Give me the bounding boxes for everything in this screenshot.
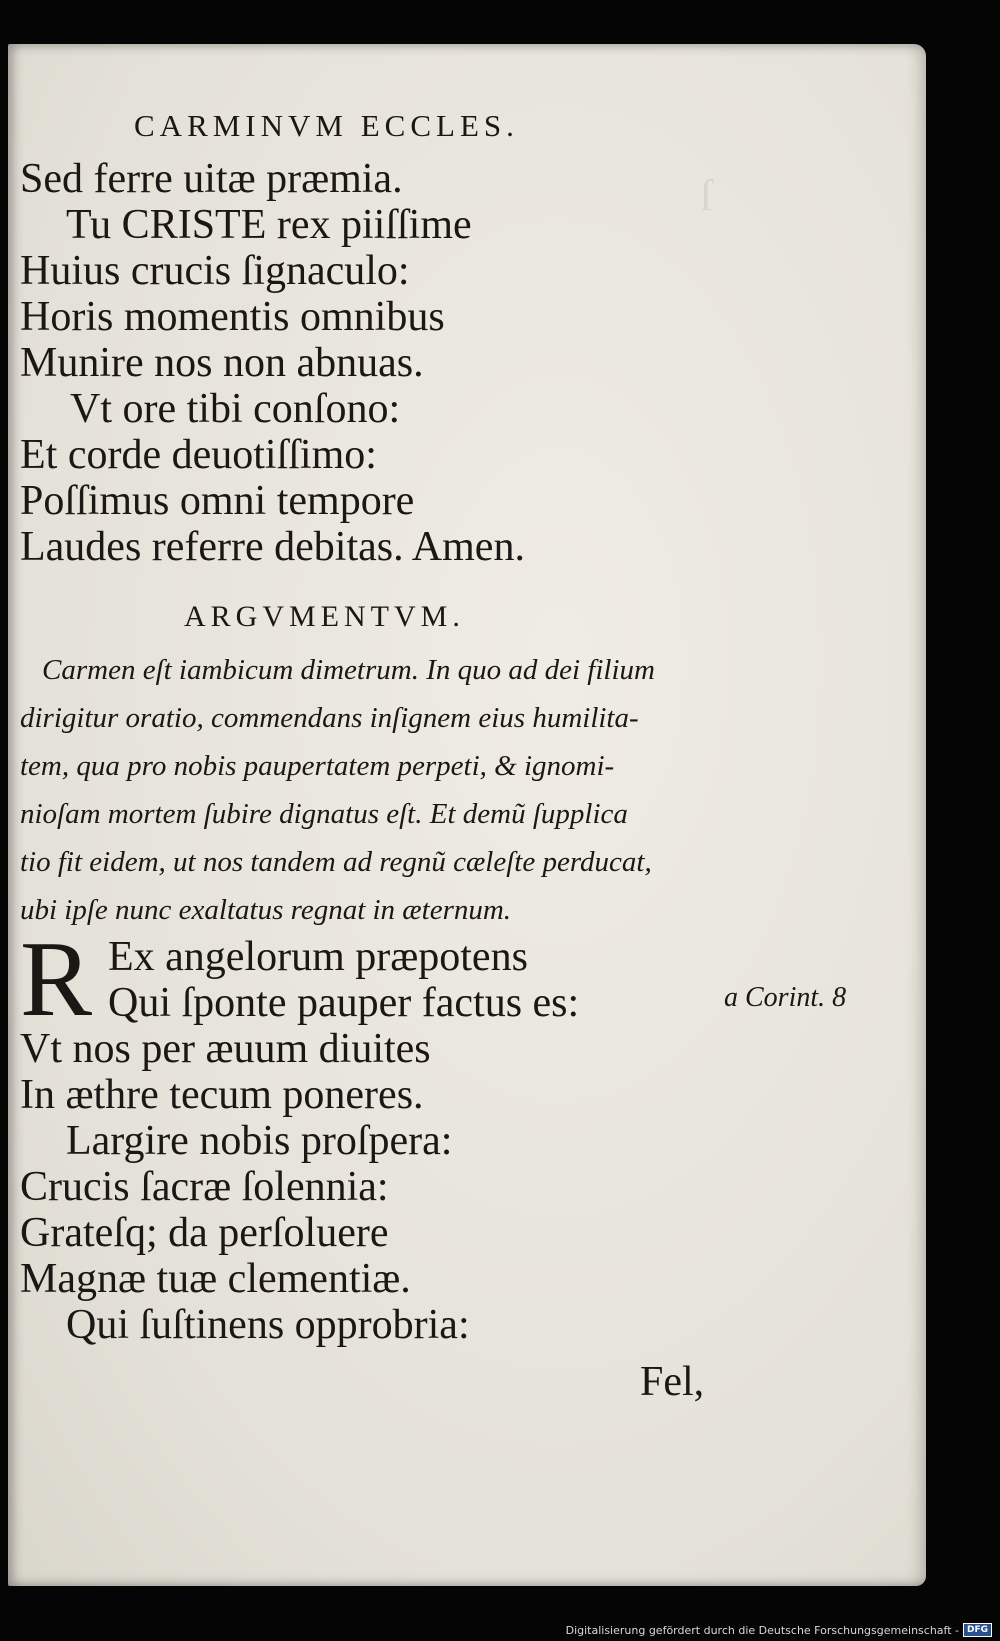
verse-line: Qui ſponte pauper factus es: — [108, 980, 580, 1026]
verse-line: Huius crucis ſignaculo: — [20, 248, 410, 294]
verse-line: Grateſq; da perſoluere — [20, 1210, 389, 1256]
argument-line: dirigitur oratio, commendans inſignem eius humilita- — [20, 702, 639, 734]
verse-line: Horis momentis omnibus — [20, 294, 445, 340]
running-head: CARMINVM ECCLES. — [134, 108, 519, 143]
verse-line: Crucis ſacræ ſolennia: — [20, 1164, 389, 1210]
margin-note: a Corint. 8 — [724, 982, 847, 1013]
credit-text: Digitalisierung gefördert durch die Deutsche Forschungsgemeinschaft - — [565, 1623, 959, 1637]
verse-line: Largire nobis proſpera: — [66, 1118, 453, 1164]
verse-line: Munire nos non abnuas. — [20, 340, 424, 386]
verse-line: Et corde deuotiſſimo: — [20, 432, 377, 478]
verse-line: Tu CRISTE rex piiſſime — [66, 202, 472, 248]
argument-paragraph — [20, 646, 720, 934]
argument-line: ubi ipſe nunc exaltatus regnat in æternum. — [20, 894, 512, 926]
argument-line: tio fit eidem, ut nos tandem ad regnũ cæleſte perducat, — [20, 846, 652, 878]
argument-line: nioſam mortem ſubire dignatus eſt. Et demũ ſupplica — [20, 798, 628, 830]
verse-line: Laudes referre debitas. Amen. — [20, 524, 525, 570]
verse-line: Magnæ tuæ clementiæ. — [20, 1256, 411, 1302]
argument-line: tem, qua pro nobis paupertatem perpeti, & ignomi- — [20, 750, 615, 782]
verse-line: In æthre tecum poneres. — [20, 1072, 424, 1118]
digitization-credit — [566, 1623, 992, 1637]
show-through-text: ſ — [700, 171, 713, 220]
dfg-logo: DFG — [963, 1623, 992, 1637]
verse-line: Ex angelorum præpotens — [108, 934, 528, 980]
drop-cap: R — [20, 920, 93, 1039]
catchword: Fel, — [640, 1359, 705, 1405]
verse-line: Qui ſuſtinens opprobria: — [66, 1302, 470, 1348]
argument-line: Carmen eſt iambicum dimetrum. In quo ad dei filium — [42, 654, 655, 686]
argument-heading: ARGVMENTVM. — [184, 600, 465, 633]
verse-line: Sed ferre uitæ præmia. — [20, 156, 403, 202]
verse-line: Poſſimus omni tempore — [20, 478, 415, 524]
verse-line: Vt ore tibi conſono: — [70, 386, 401, 432]
verse-line: Vt nos per æuum diuites — [20, 1026, 431, 1072]
